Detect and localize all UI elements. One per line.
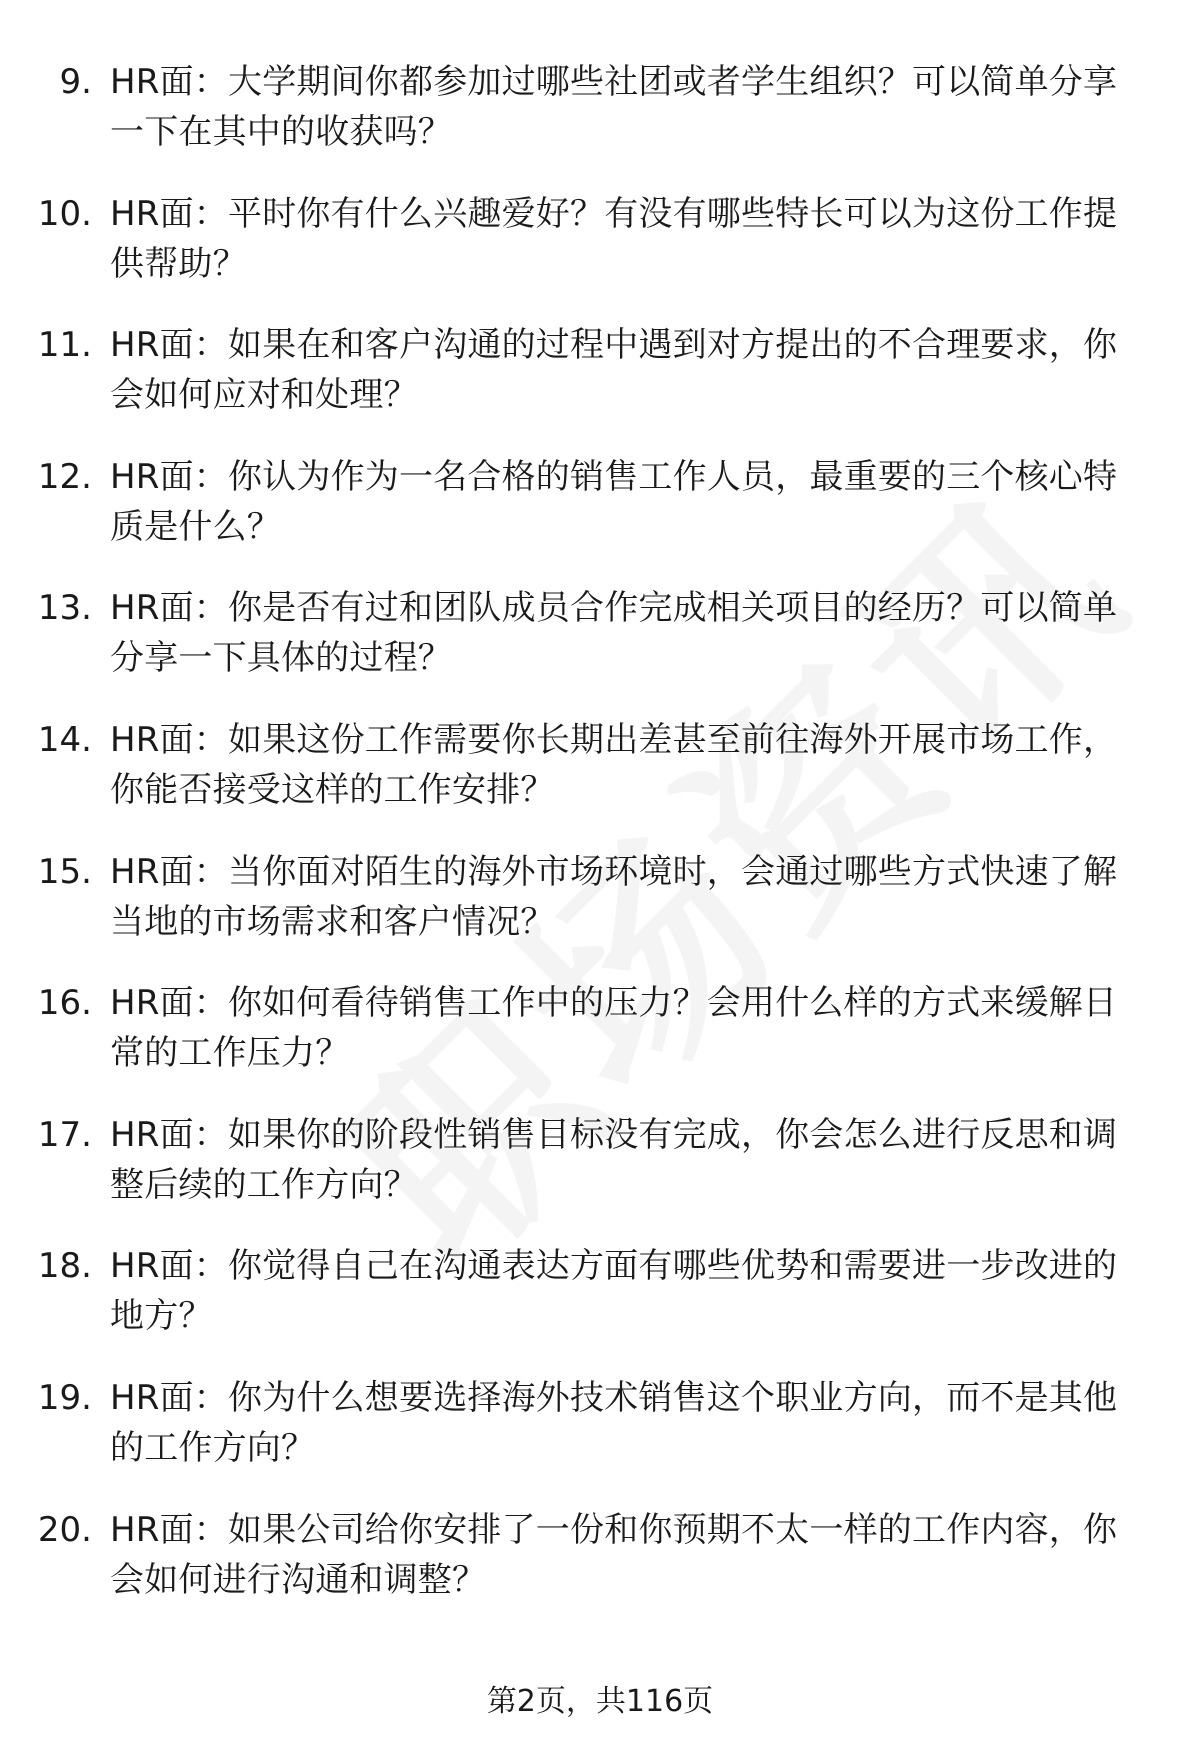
question-text: HR面：你为什么想要选择海外技术销售这个职业方向，而不是其他的工作方向？	[110, 1377, 1118, 1468]
question-text: HR面：你认为作为一名合格的销售工作人员，最重要的三个核心特质是什么？	[110, 456, 1118, 547]
question-item	[0, 452, 1200, 584]
question-number: 18.	[37, 1246, 92, 1287]
question-number: 17.	[37, 1114, 92, 1155]
question-number: 13.	[37, 588, 92, 629]
question-text: HR面：你如何看待销售工作中的压力？会用什么样的方式来缓解日常的工作压力？	[110, 983, 1118, 1074]
question-item	[0, 847, 1200, 979]
question-text: HR面：平时你有什么兴趣爱好？有没有哪些特长可以为这份工作提供帮助？	[110, 193, 1118, 284]
question-item	[0, 583, 1200, 715]
question-text: HR面：如果在和客户沟通的过程中遇到对方提出的不合理要求，你会如何应对和处理？	[110, 325, 1118, 416]
question-number: 14.	[37, 719, 92, 760]
question-item	[0, 1505, 1200, 1637]
question-number: 15.	[37, 851, 92, 892]
question-item	[0, 1110, 1200, 1242]
question-text: HR面：如果这份工作需要你长期出差甚至前往海外开展市场工作，你能否接受这样的工作安排？	[110, 719, 1118, 810]
question-number: 12.	[37, 456, 92, 497]
question-number: 11.	[37, 325, 92, 366]
question-item	[0, 189, 1200, 321]
question-item	[0, 1241, 1200, 1373]
question-text: HR面：你觉得自己在沟通表达方面有哪些优势和需要进一步改进的地方？	[110, 1246, 1118, 1337]
question-item	[0, 715, 1200, 847]
question-number: 10.	[37, 193, 92, 234]
question-item	[0, 1373, 1200, 1505]
question-text: HR面：大学期间你都参加过哪些社团或者学生组织？可以简单分享一下在其中的收获吗？	[110, 62, 1118, 152]
question-text: HR面：当你面对陌生的海外市场环境时，会通过哪些方式快速了解当地的市场需求和客户情况？	[110, 851, 1118, 942]
question-number: 19.	[37, 1377, 92, 1418]
question-text: HR面：你是否有过和团队成员合作完成相关项目的经历？可以简单分享一下具体的过程？	[110, 588, 1118, 679]
question-number: 20.	[37, 1509, 92, 1550]
question-list	[0, 57, 1200, 1636]
question-text: HR面：如果公司给你安排了一份和你预期不太一样的工作内容，你会如何进行沟通和调整？	[110, 1509, 1118, 1600]
question-item	[0, 57, 1200, 189]
page-footer: 第2页，共116页	[486, 1684, 714, 1719]
question-text: HR面：如果你的阶段性销售目标没有完成，你会怎么进行反思和调整后续的工作方向？	[110, 1114, 1118, 1205]
question-item	[0, 978, 1200, 1110]
question-item	[0, 320, 1200, 452]
question-number: 16.	[37, 983, 92, 1024]
question-number: 9.	[59, 62, 92, 102]
